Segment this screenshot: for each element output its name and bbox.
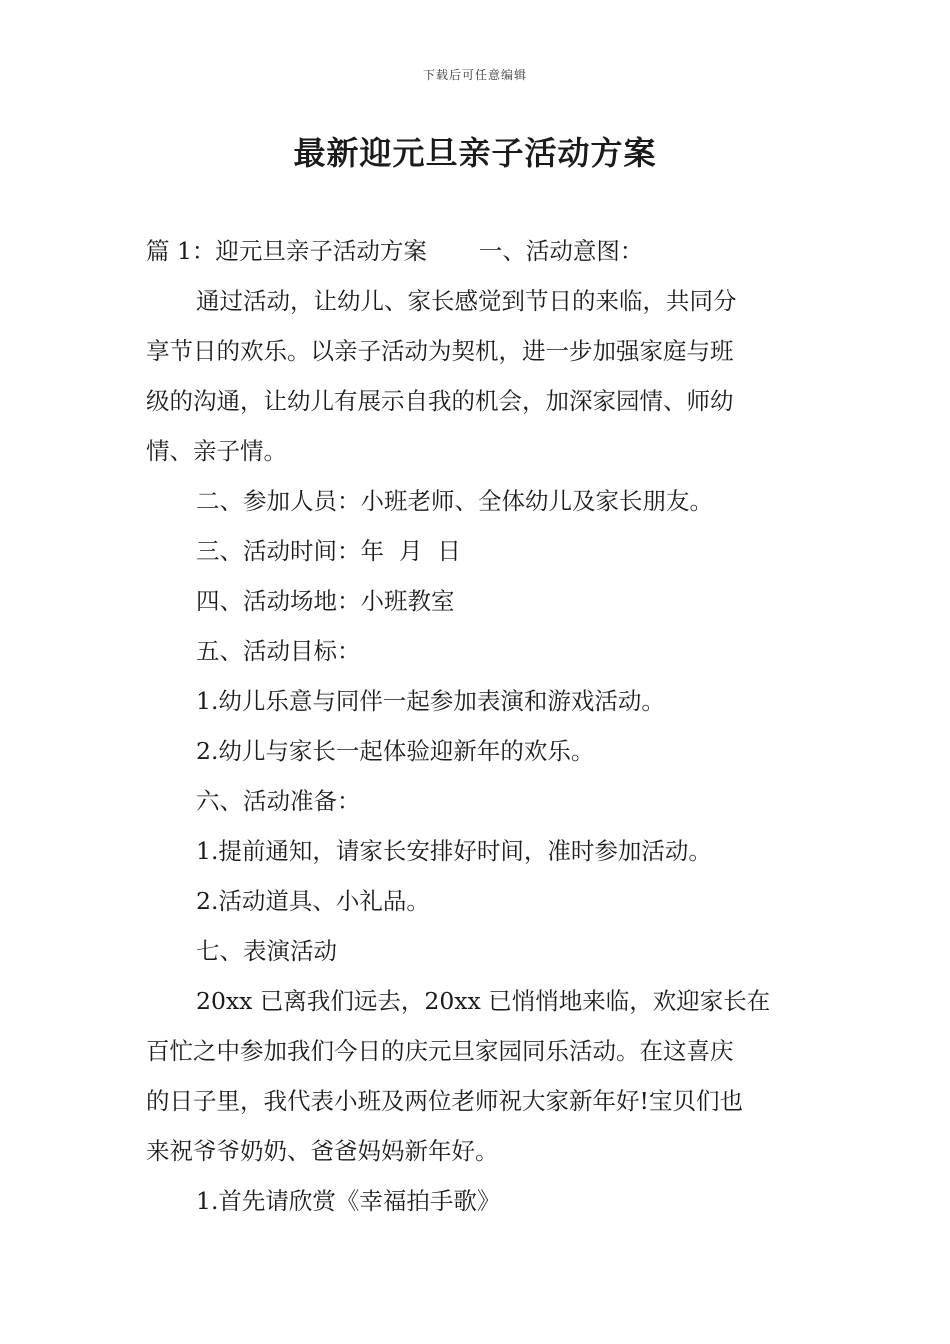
performance-heading: 七、表演活动 (196, 937, 337, 965)
intent-line-4: 情、亲子情。 (146, 437, 287, 465)
goals-heading: 五、活动目标： (196, 637, 361, 665)
time-line: 三、活动时间：年 月 日 (196, 537, 461, 565)
prep-item-2: 2.活动道具、小礼品。 (196, 887, 430, 915)
header-note: 下载后可任意编辑 (422, 68, 527, 82)
intent-line-3: 级的沟通，让幼儿有展示自我的机会，加深家园情、师幼 (146, 387, 734, 415)
speech-line-3: 的日子里，我代表小班及两位老师祝大家新年好!宝贝们也 (146, 1087, 743, 1115)
document-body (146, 226, 806, 1226)
venue-line: 四、活动场地：小班教室 (196, 587, 455, 615)
chapter-line (146, 226, 806, 276)
intent-line-1: 通过活动，让幼儿、家长感觉到节日的来临，共同分 (196, 287, 737, 315)
chapter-label: 篇 1：迎元旦亲子活动方案 (146, 237, 427, 265)
intent-line-2: 享节日的欢乐。以亲子活动为契机，进一步加强家庭与班 (146, 337, 734, 365)
prep-heading: 六、活动准备： (196, 787, 361, 815)
participants-line: 二、参加人员：小班老师、全体幼儿及家长朋友。 (196, 487, 713, 515)
goal-item-2: 2.幼儿与家长一起体验迎新年的欢乐。 (196, 737, 595, 765)
document-title: 最新迎元旦亲子活动方案 (293, 134, 657, 172)
goal-item-1: 1.幼儿乐意与同伴一起参加表演和游戏活动。 (196, 687, 665, 715)
section-intent-heading: 一、活动意图： (478, 237, 644, 265)
first-item-line: 1.首先请欣赏《幸福拍手歌》 (196, 1187, 501, 1215)
speech-line-4: 来祝爷爷奶奶、爸爸妈妈新年好。 (146, 1137, 499, 1165)
prep-item-1: 1.提前通知，请家长安排好时间，准时参加活动。 (196, 837, 712, 865)
speech-line-1: 20xx 已离我们远去，20xx 已悄悄地来临，欢迎家长在 (196, 987, 771, 1015)
speech-line-2: 百忙之中参加我们今日的庆元旦家园同乐活动。在这喜庆 (146, 1037, 734, 1065)
